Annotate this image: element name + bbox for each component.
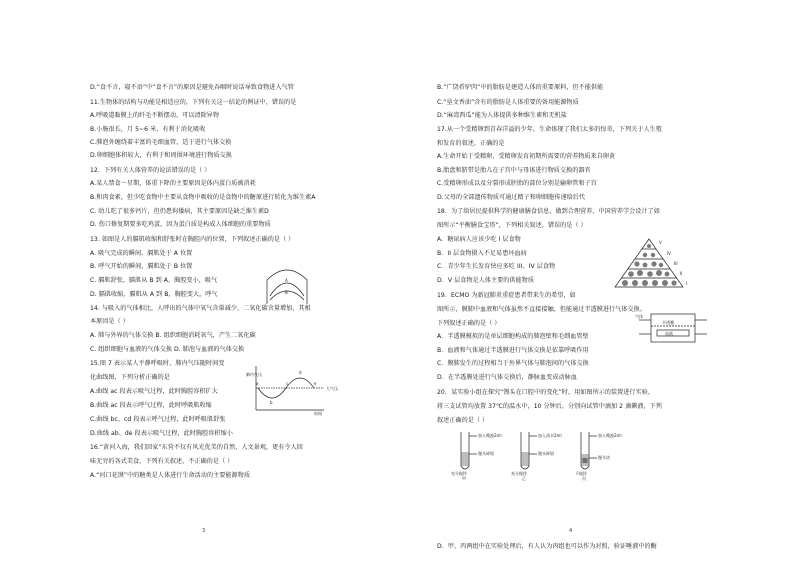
fig15-point-d: d [299, 370, 302, 375]
right-text-line: 和发育的叙述，正确的是 [437, 140, 505, 147]
left-text-line: C. 组织细胞与血液的气体交换 D. 肺泡与血液的气体交换 [90, 346, 245, 353]
left-text-line: 12．下列有关人体营养的说法错误的是（ ） [90, 167, 211, 174]
left-text-line: 15.图 7 表示某人平静呼吸时，肺内气压随时间变 [90, 360, 225, 367]
tube1-liquid-label: 加入唾液2ml [478, 433, 502, 438]
right-page [397, 0, 794, 562]
right-text-line: 图所示“平衡膳食宝塔”，下列相关叙述，错误的是（ ） [437, 222, 587, 229]
page-number-left: 3 [202, 528, 206, 534]
left-text-line: A. 肺与外界的气体交换 B. 组织细胞消耗氧气，产生二氧化碳 [90, 332, 256, 339]
left-text-line: 味无穷的各式美食，下列有关叙述，不正确的是（ ） [90, 458, 234, 465]
left-text-line: A.曲线 ac 段表示吸气过程，此时胸腔容积扩大 [90, 388, 218, 395]
fig13-label-b: B [285, 290, 288, 295]
right-text-line: A．半透膜模拟的是单层细胞构成的肺泡壁和毛细血管壁 [437, 333, 589, 340]
fig15-point-b: b [270, 400, 273, 405]
ecmo-figure [635, 310, 709, 346]
left-text-line: 化曲线图，下列分析正确的是 [90, 374, 170, 381]
tube3-liquid-label: 加入唾液2ml [598, 433, 622, 438]
ecmo-label-blood: 血液 [665, 331, 673, 336]
left-text-line: C.曲线 bc、cd 段表示呼气过程，此时呼吸肌舒张 [90, 416, 226, 423]
left-text-line: C. 膈肌舒张，膈肌从 B 到 A，胸腔变小，吸气 [90, 277, 218, 284]
fig15-point-e: e [314, 381, 317, 386]
pyramid-level-ii: II [680, 271, 683, 276]
left-text-line: B.曲线 ac 段表示呼气过程，此时呼吸肌收缩 [90, 402, 212, 409]
left-text-line: 16.“黄河入海，我们回家”东营不仅有风光优美的自然、人文景观，更有令人回 [90, 444, 303, 451]
tube3-content-label: 馒头块 [598, 455, 610, 460]
tube1-content-label: 馒头碎屑 [478, 451, 494, 456]
left-text-line: 11.生物体的结构与功能是相适应的，下列有关这一结论的例证中，错误的是 [90, 99, 297, 106]
tube2-content-label: 馒头碎屑 [538, 451, 554, 456]
left-text-line: A.某人禁食一星期，体重下降的主要原因是体内蛋白质被消耗 [90, 180, 256, 187]
right-text-line: 图所示，膜肺中血液和气体虽然不直接接触，但能通过半透膜进行气体交换。 [437, 306, 646, 313]
pyramid-level-i: I [686, 281, 688, 286]
tube1-name: 甲 [462, 476, 466, 481]
left-text-line: B. 呼气开始的瞬间，膈肌处于 B 位置 [90, 263, 193, 270]
right-text-line: B.“广饶肴驴肉”中的脂肪是建造人体的重要原料，但不能供能 [437, 84, 604, 91]
right-text-line: 20．某实验小组在探究“馒头在口腔中的变化”时，用如图所示的装置进行实验， [437, 389, 655, 396]
right-text-line: D.“麻湾西瓜”能为人体提供多种维生素和无机盐 [437, 112, 567, 119]
pyramid-level-iv: IV [667, 251, 671, 256]
tube2-name: 乙 [522, 476, 526, 481]
right-text-line: D.父母的全部遗传物质可通过精子和卵细胞传递给后代 [437, 194, 586, 201]
tube3-stir-label: 不搅拌 [575, 471, 587, 476]
fig15-line-label: 大气压 [326, 386, 338, 391]
right-text-line: 叙述正确的是（ ） [437, 417, 489, 424]
right-text-line: A.生命开始于受精卵，受精卵发育初期所需要的营养物质来自卵黄 [437, 153, 616, 160]
pressure-curve-figure [244, 364, 344, 416]
left-text-line: B.小肠很长，月 5~6 米，有利于消化吸收 [90, 126, 206, 133]
tube2-liquid-label: 加入清水2ml [538, 433, 562, 438]
right-text-line: 17.从一个受精卵到青春洋溢的少年，生命体现了我们太多的惊奇，下列关于人生殖 [437, 126, 662, 133]
pyramid-level-iii: III [674, 261, 678, 266]
left-text-line: A.呼吸道黏膜上的纤毛不断摆动，可以清除异物 [90, 112, 219, 119]
left-text-line: D.曲线 ab、de 段表示吸气过程，此时胸腔容积缩小 [90, 430, 233, 437]
right-text-line: A．糖尿病人应该少吃 I 层食物 [437, 236, 521, 243]
right-text-line: C．膜肺发生的过程相当于外界气体与肺泡间的气体交换 [437, 360, 589, 367]
left-text-line: D.卵细胞体积较大，有利于和周围环境进行物质交换 [90, 152, 232, 159]
fig15-point-a: a [256, 381, 259, 386]
food-pyramid-figure [609, 237, 699, 292]
ecmo-label-gas: 气体 [635, 314, 643, 319]
left-text-line: C. 幼儿吃了很多钙片，但仍患佝偻病，其主要原因是缺乏维生素D [90, 208, 269, 215]
right-text-line: B.胎盘和脐带是胎儿在子宫中与母体进行物质交换的器官 [437, 167, 591, 174]
right-text-line: C.“垦文香油”含有的脂肪是人体重要的备用能源物质 [437, 99, 579, 106]
right-text-line: D．甲、丙两组中在实验处理后，有人认为丙组也可以作为对照，验证唾液中的酶 [437, 543, 657, 550]
right-text-line: C．青少年生长发育快应多吃 III、IV 层食物 [437, 263, 556, 270]
fig15-y-label: 肺内气压 [246, 372, 262, 377]
tube1-stir-label: 充分搅拌 [451, 471, 467, 476]
tube2-stir-label: 充分搅拌 [511, 471, 527, 476]
left-text-line: A.“河口花馍”中的糖类是人体进行生命活动的主要能源物质 [90, 472, 250, 479]
right-text-line: 19．ECMO 为新冠肺炎重症患者带来生的希望，如 [437, 292, 576, 299]
right-text-line: 18．为了给居民提供科学的健康膳食信息，做到合理营养，中国营养学会设计了如 [437, 208, 660, 215]
left-text-line: C.肺泡外缠绕着丰富的毛细血管，适于进行气体交换 [90, 139, 232, 146]
pyramid-level-v: V [659, 240, 662, 245]
right-text-line: D．V 层食物是人体主要的供能物质 [437, 277, 534, 284]
left-text-line: 13. 如图是人的膈肌收缩和舒张时在胸腔内的位置，下列叙述正确的是（ ） [90, 236, 295, 243]
left-text-line: D.“食不言，寝不语”中“食不言”的原因是避免吞咽时说话导致食物进入气管 [90, 84, 294, 91]
diaphragm-figure [262, 266, 312, 306]
right-text-line: C.受精卵形成以及分裂形成胚胎的部位分别是输卵管和子宫 [437, 180, 597, 187]
left-text-line: 本原因是（ ） [90, 318, 129, 325]
fig13-label-a: A [285, 278, 288, 283]
ecmo-label-membrane: 半透膜 [662, 320, 674, 325]
left-text-line: D. 伤口修复期要多吃鸡蛋，因为蛋白质是构成人体细胞的重要物质 [90, 221, 271, 228]
left-text-line: D. 膈肌收缩，膈肌从 A 到 B，胸腔变大，呼气 [90, 291, 218, 298]
fig15-x-label: 时间 [314, 411, 322, 416]
test-tubes-figure [447, 428, 627, 480]
tube3-name: 丙 [582, 476, 586, 481]
left-text-line: B.和肉食素，但少吃食物中主要从食物中吸收的是食物中的糖原进行转化为维生素A [90, 194, 316, 201]
right-text-line: 将三支试管均放置 37℃的温水中，10 分钟后，分别向试管中滴加 2 滴碘液，下列 [437, 403, 662, 410]
left-text-line: A. 吸气完成的瞬间，膈肌处于 A 位置 [90, 250, 193, 257]
right-text-line: D．在半透膜处进行气体交换后，静脉血变成动脉血 [437, 374, 577, 381]
right-text-line: B．II 层食物摄入不足易患坏血病 [437, 250, 527, 257]
left-text-line: 14. 与吸入的气体相比，人呼出的气体中氧气含量减少，二氧化碳含量增加，其根 [90, 305, 311, 312]
fig15-point-c: c [286, 381, 289, 386]
right-text-line: B．血液和气体通过半透膜进行气体交换是依靠呼吸作用 [437, 347, 589, 354]
right-text-line: 下列叙述正确的是（ ） [437, 320, 501, 327]
page-number-right: 4 [569, 528, 573, 534]
